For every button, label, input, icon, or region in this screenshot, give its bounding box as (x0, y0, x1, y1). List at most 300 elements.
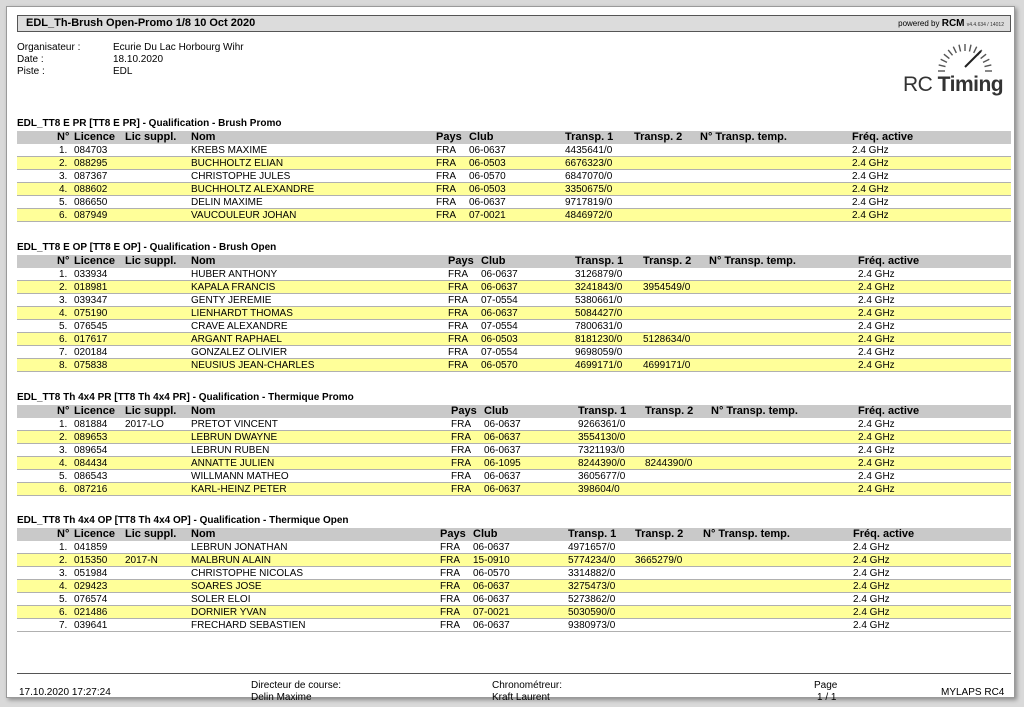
cell-country: FRA (448, 282, 468, 293)
table-row (17, 196, 1011, 209)
cell-country: FRA (440, 555, 460, 566)
column-header-lic-suppl: Lic suppl. (125, 405, 177, 417)
cell-transponder-1: 7321193/0 (578, 445, 625, 456)
cell-country: FRA (440, 620, 460, 631)
cell-club: 06-0637 (469, 197, 506, 208)
cell-frequency: 2.4 GHz (852, 171, 889, 182)
cell-name: FRECHARD SEBASTIEN (191, 620, 306, 631)
cell-club: 06-0637 (473, 581, 510, 592)
cell-transponder-2: 4699171/0 (643, 360, 691, 371)
cell-licence: 075190 (74, 308, 108, 319)
cell-country: FRA (448, 360, 468, 371)
cell-licence: 039641 (74, 620, 108, 631)
cell-position: 2. (59, 555, 68, 566)
cell-club: 06-0637 (473, 594, 510, 605)
cell-transponder-1: 3275473/0 (568, 581, 616, 592)
cell-position: 5. (59, 321, 68, 332)
cell-name: MALBRUN ALAIN (191, 555, 272, 566)
cell-position: 6. (59, 607, 68, 618)
cell-licence: 087367 (74, 171, 108, 182)
cell-club: 06-0637 (484, 445, 521, 456)
cell-transponder-1: 4699171/0 (575, 360, 623, 371)
date-label: Date : (17, 54, 44, 65)
cell-lic-suppl: 2017-LO (125, 419, 164, 430)
cell-position: 4. (59, 581, 68, 592)
cell-position: 2. (59, 432, 68, 443)
cell-name: DELIN MAXIME (191, 197, 263, 208)
logo-text-light: RC (903, 73, 938, 96)
cell-licence: 086650 (74, 197, 108, 208)
table-row (17, 157, 1011, 170)
cell-name: CHRISTOPHE JULES (191, 171, 291, 182)
cell-club: 06-0637 (473, 542, 510, 553)
table-row (17, 359, 1011, 372)
column-header-name: Nom (191, 405, 216, 417)
cell-position: 6. (59, 484, 68, 495)
cell-frequency: 2.4 GHz (853, 581, 890, 592)
table-row (17, 418, 1011, 431)
cell-licence: 029423 (74, 581, 108, 592)
cell-name: SOARES JOSE (191, 581, 262, 592)
table-row (17, 268, 1011, 281)
cell-club: 06-0503 (469, 184, 506, 195)
cell-position: 3. (59, 568, 68, 579)
cell-club: 06-1095 (484, 458, 521, 469)
cell-club: 06-0503 (481, 334, 518, 345)
cell-frequency: 2.4 GHz (858, 347, 895, 358)
cell-position: 6. (59, 210, 68, 221)
cell-country: FRA (448, 269, 468, 280)
cell-country: FRA (440, 542, 460, 553)
column-header-temp-transponder: N° Transp. temp. (709, 255, 796, 267)
table-row (17, 183, 1011, 196)
cell-licence: 089653 (74, 432, 108, 443)
column-header-lic-suppl: Lic suppl. (125, 255, 177, 267)
table-row (17, 281, 1011, 294)
cell-name: CRAVE ALEXANDRE (191, 321, 288, 332)
cell-licence: 088295 (74, 158, 108, 169)
cell-frequency: 2.4 GHz (858, 334, 895, 345)
cell-club: 06-0637 (484, 471, 521, 482)
table-row (17, 580, 1011, 593)
cell-frequency: 2.4 GHz (853, 620, 890, 631)
cell-frequency: 2.4 GHz (853, 568, 890, 579)
cell-transponder-1: 3241843/0 (575, 282, 623, 293)
section-title: EDL_TT8 E PR [TT8 E PR] - Qualification - Brush Promo (17, 118, 282, 129)
table-row (17, 567, 1011, 580)
column-header-licence: Licence (74, 255, 115, 267)
column-header-frequency: Fréq. active (858, 255, 920, 267)
cell-name: DORNIER YVAN (191, 607, 267, 618)
cell-frequency: 2.4 GHz (858, 295, 895, 306)
cell-frequency: 2.4 GHz (852, 197, 889, 208)
table-row (17, 554, 1011, 567)
cell-position: 2. (59, 282, 68, 293)
column-header-frequency: Fréq. active (852, 131, 914, 143)
table-row (17, 144, 1011, 157)
cell-country: FRA (440, 594, 460, 605)
column-header-temp-transponder: N° Transp. temp. (700, 131, 787, 143)
cell-position: 3. (59, 295, 68, 306)
cell-club: 06-0637 (484, 484, 521, 495)
gauge-icon (903, 41, 1003, 75)
cell-country: FRA (451, 445, 471, 456)
cell-frequency: 2.4 GHz (858, 458, 895, 469)
cell-position: 5. (59, 197, 68, 208)
column-header-transponder-1: Transp. 1 (568, 528, 617, 540)
cell-club: 07-0554 (481, 321, 518, 332)
table-row (17, 209, 1011, 222)
column-header-country: Pays (440, 528, 466, 540)
class-section (17, 514, 1011, 632)
cell-position: 4. (59, 308, 68, 319)
table-row (17, 457, 1011, 470)
cell-country: FRA (440, 607, 460, 618)
cell-licence: 018981 (74, 282, 108, 293)
cell-name: ANNATTE JULIEN (191, 458, 275, 469)
cell-country: FRA (440, 568, 460, 579)
brand-name: RCM (941, 18, 965, 29)
cell-club: 06-0570 (469, 171, 506, 182)
cell-position: 2. (59, 158, 68, 169)
cell-transponder-2: 3954549/0 (643, 282, 691, 293)
cell-country: FRA (451, 471, 471, 482)
column-header-club: Club (469, 131, 494, 143)
column-header-licence: Licence (74, 131, 115, 143)
cell-position: 5. (59, 594, 68, 605)
software-name: MYLAPS RC4 (941, 687, 1005, 698)
cell-name: LIENHARDT THOMAS (191, 308, 293, 319)
cell-country: FRA (451, 432, 471, 443)
cell-licence: 081884 (74, 419, 108, 430)
table-row (17, 333, 1011, 346)
cell-frequency: 2.4 GHz (858, 360, 895, 371)
page-number: 1 / 1 (817, 692, 837, 703)
cell-frequency: 2.4 GHz (852, 210, 889, 221)
cell-name: GENTY JEREMIE (191, 295, 272, 306)
column-header-transponder-2: Transp. 2 (645, 405, 694, 417)
software-version: v4.4.634 / 14012 (966, 22, 1004, 28)
cell-country: FRA (436, 210, 456, 221)
cell-licence: 088602 (74, 184, 108, 195)
cell-frequency: 2.4 GHz (853, 542, 890, 553)
cell-club: 06-0637 (484, 432, 521, 443)
cell-frequency: 2.4 GHz (853, 555, 890, 566)
column-header-position: N° (57, 255, 70, 267)
cell-transponder-1: 9266361/0 (578, 419, 626, 430)
logo-text-bold: Timing (937, 73, 1004, 96)
cell-frequency: 2.4 GHz (858, 484, 895, 495)
cell-name: LEBRUN RUBEN (191, 445, 270, 456)
column-header-licence: Licence (74, 528, 115, 540)
column-header-country: Pays (451, 405, 477, 417)
cell-name: VAUCOULEUR JOHAN (191, 210, 297, 221)
cell-licence: 039347 (74, 295, 108, 306)
cell-position: 1. (59, 542, 68, 553)
table-row (17, 483, 1011, 496)
column-header-transponder-2: Transp. 2 (634, 131, 683, 143)
table-row (17, 320, 1011, 333)
cell-frequency: 2.4 GHz (858, 432, 895, 443)
page-label: Page (814, 680, 838, 691)
cell-club: 06-0637 (473, 620, 510, 631)
cell-country: FRA (448, 321, 468, 332)
cell-country: FRA (436, 171, 456, 182)
column-header-country: Pays (436, 131, 462, 143)
cell-licence: 087949 (74, 210, 108, 221)
column-header-position: N° (57, 131, 70, 143)
cell-club: 06-0503 (469, 158, 506, 169)
cell-name: PRETOT VINCENT (191, 419, 278, 430)
cell-transponder-1: 3314882/0 (568, 568, 616, 579)
table-row (17, 444, 1011, 457)
cell-licence: 086543 (74, 471, 108, 482)
cell-club: 06-0637 (481, 269, 518, 280)
column-header-lic-suppl: Lic suppl. (125, 528, 177, 540)
powered-by-label: powered by (898, 19, 940, 28)
cell-transponder-2: 8244390/0 (645, 458, 693, 469)
cell-club: 07-0554 (481, 347, 518, 358)
cell-frequency: 2.4 GHz (852, 145, 889, 156)
cell-name: BUCHHOLTZ ELIAN (191, 158, 284, 169)
cell-transponder-1: 4435641/0 (565, 145, 613, 156)
cell-licence: 017617 (74, 334, 108, 345)
cell-position: 4. (59, 458, 68, 469)
cell-country: FRA (448, 334, 468, 345)
column-header-club: Club (484, 405, 509, 417)
table-header (17, 405, 1011, 418)
cell-name: HUBER ANTHONY (191, 269, 278, 280)
cell-name: SOLER ELOI (191, 594, 251, 605)
cell-transponder-1: 8181230/0 (575, 334, 623, 345)
cell-transponder-1: 8244390/0 (578, 458, 626, 469)
cell-licence: 084434 (74, 458, 108, 469)
column-header-transponder-1: Transp. 1 (578, 405, 627, 417)
table-row (17, 431, 1011, 444)
column-header-frequency: Fréq. active (858, 405, 920, 417)
column-header-temp-transponder: N° Transp. temp. (703, 528, 790, 540)
table-row (17, 470, 1011, 483)
cell-transponder-1: 398604/0 (578, 484, 620, 495)
cell-lic-suppl: 2017-N (125, 555, 158, 566)
cell-licence: 033934 (74, 269, 108, 280)
cell-name: WILLMANN MATHEO (191, 471, 289, 482)
report-page (6, 6, 1015, 703)
cell-transponder-1: 6676323/0 (565, 158, 613, 169)
report-footer (17, 673, 1011, 703)
cell-country: FRA (440, 581, 460, 592)
cell-transponder-1: 5273862/0 (568, 594, 616, 605)
cell-position: 3. (59, 171, 68, 182)
report-title: EDL_Th-Brush Open-Promo 1/8 10 Oct 2020 (26, 17, 256, 29)
cell-licence: 015350 (74, 555, 108, 566)
cell-transponder-1: 3350675/0 (565, 184, 613, 195)
cell-name: CHRISTOPHE NICOLAS (191, 568, 304, 579)
cell-name: ARGANT RAPHAEL (191, 334, 282, 345)
cell-club: 06-0637 (481, 282, 518, 293)
cell-name: GONZALEZ OLIVIER (191, 347, 288, 358)
cell-transponder-2: 3665279/0 (635, 555, 683, 566)
class-section (17, 241, 1011, 372)
cell-club: 06-0637 (484, 419, 521, 430)
table-row (17, 619, 1011, 632)
column-header-transponder-1: Transp. 1 (565, 131, 614, 143)
column-header-position: N° (57, 405, 70, 417)
cell-licence: 041859 (74, 542, 108, 553)
column-header-name: Nom (191, 528, 216, 540)
cell-licence: 075838 (74, 360, 108, 371)
rc-timing-logo (903, 41, 1003, 101)
table-row (17, 346, 1011, 359)
cell-country: FRA (436, 158, 456, 169)
cell-name: NEUSIUS JEAN-CHARLES (191, 360, 315, 371)
cell-position: 1. (59, 145, 68, 156)
column-header-frequency: Fréq. active (853, 528, 915, 540)
cell-position: 4. (59, 184, 68, 195)
cell-position: 8. (59, 360, 68, 371)
track-value: EDL (113, 66, 133, 77)
column-header-lic-suppl: Lic suppl. (125, 131, 177, 143)
cell-frequency: 2.4 GHz (858, 269, 895, 280)
cell-transponder-1: 4846972/0 (565, 210, 613, 221)
section-title: EDL_TT8 Th 4x4 OP [TT8 Th 4x4 OP] - Qualification - Thermique Open (17, 515, 349, 526)
column-header-transponder-2: Transp. 2 (635, 528, 684, 540)
table-row (17, 593, 1011, 606)
cell-frequency: 2.4 GHz (858, 471, 895, 482)
cell-position: 1. (59, 269, 68, 280)
cell-name: KREBS MAXIME (191, 145, 268, 156)
cell-transponder-1: 5030590/0 (568, 607, 616, 618)
cell-frequency: 2.4 GHz (858, 445, 895, 456)
column-header-name: Nom (191, 131, 216, 143)
cell-transponder-1: 9717819/0 (565, 197, 613, 208)
track-label: Piste : (17, 66, 45, 77)
cell-country: FRA (448, 347, 468, 358)
cell-frequency: 2.4 GHz (858, 282, 895, 293)
cell-position: 5. (59, 471, 68, 482)
section-title: EDL_TT8 E OP [TT8 E OP] - Qualification - Brush Open (17, 242, 277, 253)
cell-name: BUCHHOLTZ ALEXANDRE (191, 184, 315, 195)
cell-country: FRA (451, 458, 471, 469)
cell-frequency: 2.4 GHz (853, 594, 890, 605)
cell-country: FRA (448, 308, 468, 319)
cell-name: LEBRUN JONATHAN (191, 542, 288, 553)
cell-club: 15-0910 (473, 555, 510, 566)
report-title-bar (17, 15, 1011, 32)
cell-licence: 021486 (74, 607, 108, 618)
cell-club: 06-0570 (481, 360, 518, 371)
cell-frequency: 2.4 GHz (858, 419, 895, 430)
cell-country: FRA (436, 184, 456, 195)
organiser-label: Organisateur : (17, 42, 81, 53)
column-header-country: Pays (448, 255, 474, 267)
table-row (17, 294, 1011, 307)
section-title: EDL_TT8 Th 4x4 PR [TT8 Th 4x4 PR] - Qualification - Thermique Promo (17, 392, 354, 403)
column-header-transponder-1: Transp. 1 (575, 255, 624, 267)
cell-licence: 051984 (74, 568, 108, 579)
cell-licence: 076574 (74, 594, 108, 605)
table-row (17, 170, 1011, 183)
cell-transponder-1: 7800631/0 (575, 321, 623, 332)
cell-licence: 076545 (74, 321, 108, 332)
cell-club: 06-0637 (481, 308, 518, 319)
print-timestamp: 17.10.2020 17:27:24 (19, 687, 111, 698)
cell-country: FRA (451, 419, 471, 430)
cell-licence: 020184 (74, 347, 108, 358)
cell-frequency: 2.4 GHz (858, 321, 895, 332)
cell-licence: 089654 (74, 445, 108, 456)
table-header (17, 131, 1011, 144)
cell-transponder-2: 5128634/0 (643, 334, 691, 345)
cell-frequency: 2.4 GHz (852, 184, 889, 195)
powered-by (898, 18, 1004, 29)
column-header-name: Nom (191, 255, 216, 267)
cell-name: LEBRUN DWAYNE (191, 432, 278, 443)
cell-transponder-1: 5084427/0 (575, 308, 623, 319)
cell-frequency: 2.4 GHz (858, 308, 895, 319)
table-row (17, 307, 1011, 320)
timekeeper-label: Chronométreur: (492, 680, 563, 691)
column-header-temp-transponder: N° Transp. temp. (711, 405, 798, 417)
cell-transponder-1: 9698059/0 (575, 347, 623, 358)
timekeeper-name: Kraft Laurent (492, 692, 550, 703)
cell-position: 6. (59, 334, 68, 345)
column-header-position: N° (57, 528, 70, 540)
cell-name: KARL-HEINZ PETER (191, 484, 287, 495)
cell-transponder-1: 4971657/0 (568, 542, 616, 553)
cell-country: FRA (451, 484, 471, 495)
cell-club: 06-0570 (473, 568, 510, 579)
cell-licence: 084703 (74, 145, 108, 156)
director-name: Delin Maxime (251, 692, 312, 703)
cell-club: 07-0554 (481, 295, 518, 306)
cell-club: 07-0021 (473, 607, 510, 618)
column-header-transponder-2: Transp. 2 (643, 255, 692, 267)
cell-frequency: 2.4 GHz (853, 607, 890, 618)
organiser-value: Ecurie Du Lac Horbourg Wihr (113, 42, 244, 53)
cell-position: 1. (59, 419, 68, 430)
cell-transponder-1: 6847070/0 (565, 171, 613, 182)
cell-club: 06-0637 (469, 145, 506, 156)
cell-transponder-1: 5380661/0 (575, 295, 623, 306)
class-section (17, 391, 1011, 496)
cell-position: 7. (59, 620, 68, 631)
cell-frequency: 2.4 GHz (852, 158, 889, 169)
cell-club: 07-0021 (469, 210, 506, 221)
cell-position: 3. (59, 445, 68, 456)
table-row (17, 541, 1011, 554)
cell-country: FRA (436, 145, 456, 156)
cell-position: 7. (59, 347, 68, 358)
table-header (17, 528, 1011, 541)
class-section (17, 117, 1011, 222)
cell-name: KAPALA FRANCIS (191, 282, 276, 293)
director-label: Directeur de course: (251, 680, 342, 691)
column-header-club: Club (473, 528, 498, 540)
column-header-licence: Licence (74, 405, 115, 417)
cell-transponder-1: 3554130/0 (578, 432, 626, 443)
date-value: 18.10.2020 (113, 54, 164, 65)
cell-country: FRA (448, 295, 468, 306)
cell-transponder-1: 3126879/0 (575, 269, 623, 280)
cell-transponder-1: 9380973/0 (568, 620, 616, 631)
cell-country: FRA (436, 197, 456, 208)
table-row (17, 606, 1011, 619)
cell-transponder-1: 3605677/0 (578, 471, 626, 482)
table-header (17, 255, 1011, 268)
cell-transponder-1: 5774234/0 (568, 555, 616, 566)
column-header-club: Club (481, 255, 506, 267)
